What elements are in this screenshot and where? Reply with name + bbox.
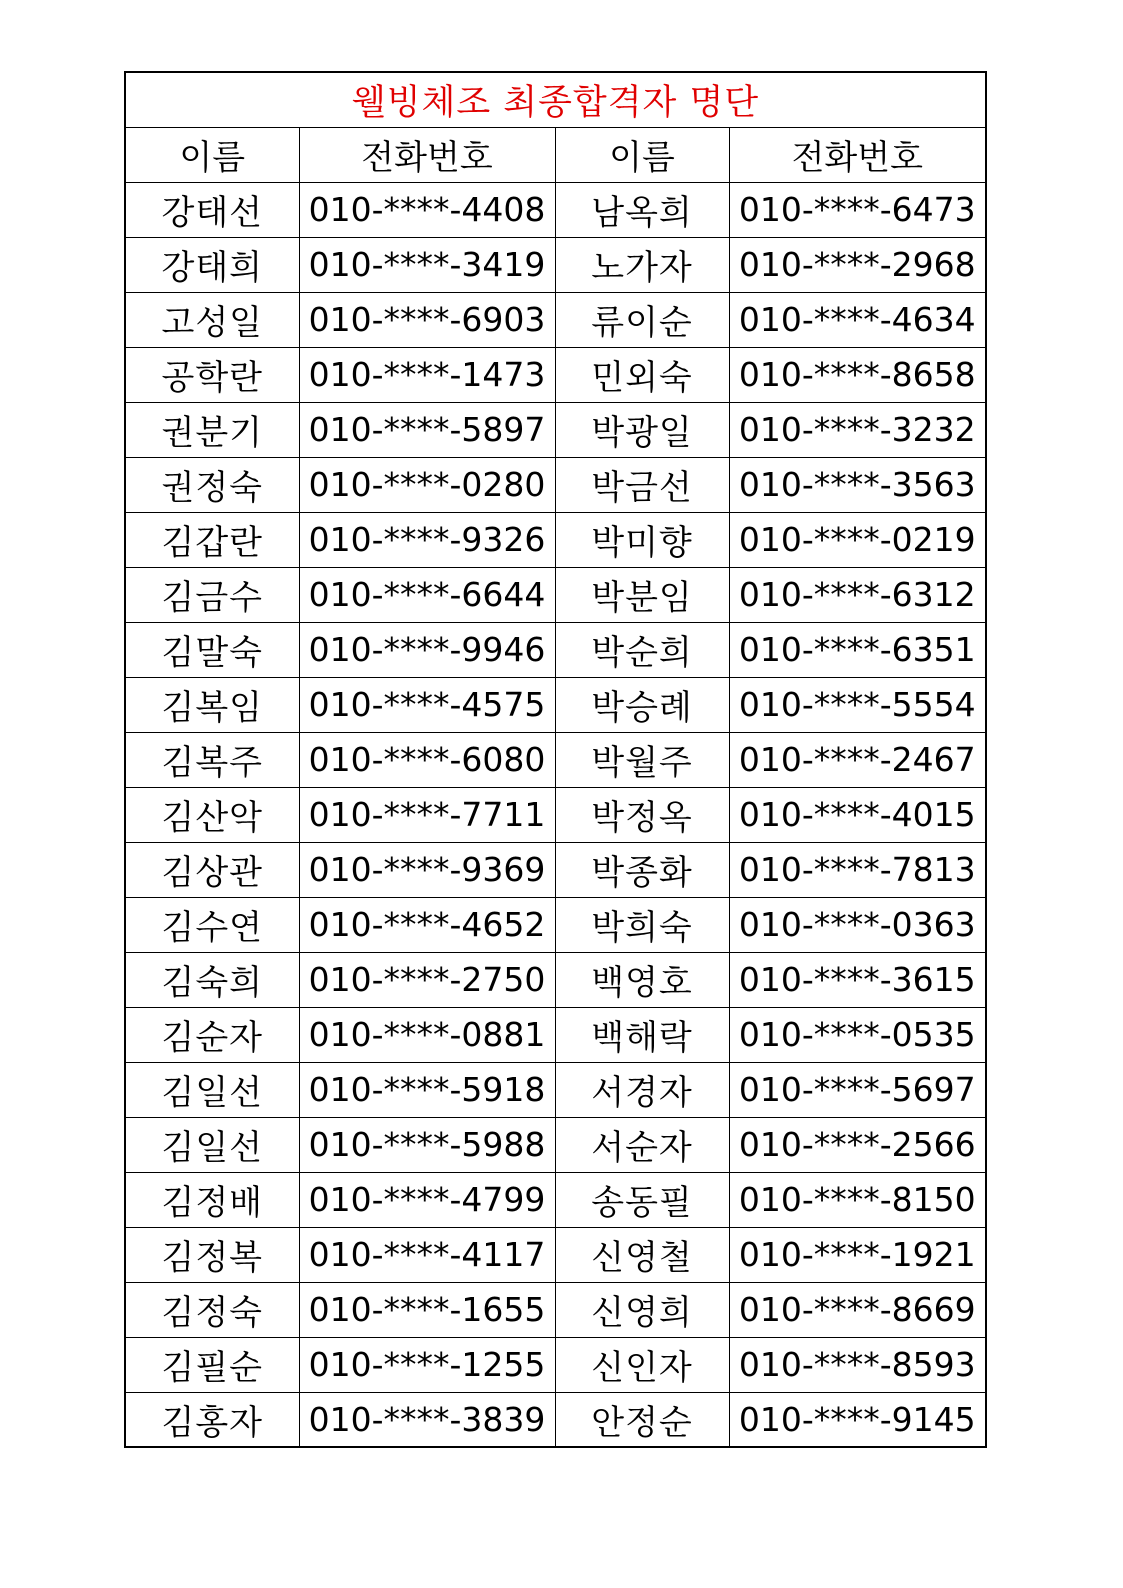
left-phone-cell: 010-****-6903	[299, 292, 555, 347]
right-phone-cell: 010-****-4015	[729, 787, 986, 842]
left-name-cell: 김필순	[125, 1337, 299, 1392]
left-name-cell: 김금수	[125, 567, 299, 622]
right-phone-cell: 010-****-6473	[729, 182, 986, 237]
right-name-cell: 신영희	[555, 1282, 729, 1337]
right-phone-cell: 010-****-2467	[729, 732, 986, 787]
table-row	[125, 1172, 986, 1227]
table-row	[125, 622, 986, 677]
table-row	[125, 677, 986, 732]
right-name-cell: 백해락	[555, 1007, 729, 1062]
table-row	[125, 512, 986, 567]
right-phone-cell: 010-****-2968	[729, 237, 986, 292]
left-phone-cell: 010-****-4117	[299, 1227, 555, 1282]
left-phone-cell: 010-****-5897	[299, 402, 555, 457]
table-row	[125, 182, 986, 237]
left-name-cell: 김산악	[125, 787, 299, 842]
left-phone-cell: 010-****-6080	[299, 732, 555, 787]
right-phone-cell: 010-****-7813	[729, 842, 986, 897]
left-phone-cell: 010-****-2750	[299, 952, 555, 1007]
left-phone-cell: 010-****-5988	[299, 1117, 555, 1172]
table-row	[125, 237, 986, 292]
left-phone-cell: 010-****-3419	[299, 237, 555, 292]
right-phone-cell: 010-****-6351	[729, 622, 986, 677]
right-phone-cell: 010-****-8150	[729, 1172, 986, 1227]
right-name-cell: 민외숙	[555, 347, 729, 402]
table-row	[125, 457, 986, 512]
roster-table	[124, 71, 987, 1448]
right-name-cell: 송동필	[555, 1172, 729, 1227]
left-name-cell: 김순자	[125, 1007, 299, 1062]
right-name-cell: 박종화	[555, 842, 729, 897]
title-row	[125, 72, 986, 127]
left-phone-cell: 010-****-4575	[299, 677, 555, 732]
left-name-cell: 권정숙	[125, 457, 299, 512]
left-phone-cell: 010-****-9946	[299, 622, 555, 677]
page-title: 웰빙체조 최종합격자 명단	[125, 72, 986, 127]
table-row	[125, 292, 986, 347]
left-name-cell: 권분기	[125, 402, 299, 457]
left-phone-cell: 010-****-7711	[299, 787, 555, 842]
left-phone-cell: 010-****-4799	[299, 1172, 555, 1227]
left-phone-cell: 010-****-0280	[299, 457, 555, 512]
column-header-name: 이름	[555, 127, 729, 182]
left-name-cell: 김복주	[125, 732, 299, 787]
right-phone-cell: 010-****-0363	[729, 897, 986, 952]
right-phone-cell: 010-****-5697	[729, 1062, 986, 1117]
left-name-cell: 김정배	[125, 1172, 299, 1227]
right-phone-cell: 010-****-8593	[729, 1337, 986, 1392]
right-phone-cell: 010-****-3563	[729, 457, 986, 512]
left-name-cell: 공학란	[125, 347, 299, 402]
table-row	[125, 842, 986, 897]
right-name-cell: 박희숙	[555, 897, 729, 952]
right-phone-cell: 010-****-9145	[729, 1392, 986, 1447]
left-name-cell: 김갑란	[125, 512, 299, 567]
table-body	[125, 182, 986, 1447]
table-row	[125, 1227, 986, 1282]
right-phone-cell: 010-****-2566	[729, 1117, 986, 1172]
left-name-cell: 강태선	[125, 182, 299, 237]
right-name-cell: 남옥희	[555, 182, 729, 237]
right-name-cell: 안정순	[555, 1392, 729, 1447]
table-row	[125, 1117, 986, 1172]
left-phone-cell: 010-****-0881	[299, 1007, 555, 1062]
left-phone-cell: 010-****-4408	[299, 182, 555, 237]
table-row	[125, 1062, 986, 1117]
right-phone-cell: 010-****-5554	[729, 677, 986, 732]
right-name-cell: 신인자	[555, 1337, 729, 1392]
left-name-cell: 고성일	[125, 292, 299, 347]
left-name-cell: 김숙희	[125, 952, 299, 1007]
left-name-cell: 김복임	[125, 677, 299, 732]
right-phone-cell: 010-****-0219	[729, 512, 986, 567]
right-phone-cell: 010-****-0535	[729, 1007, 986, 1062]
left-name-cell: 김홍자	[125, 1392, 299, 1447]
table-row	[125, 732, 986, 787]
left-phone-cell: 010-****-1255	[299, 1337, 555, 1392]
table-row	[125, 1337, 986, 1392]
left-phone-cell: 010-****-9326	[299, 512, 555, 567]
right-phone-cell: 010-****-3232	[729, 402, 986, 457]
left-name-cell: 김정숙	[125, 1282, 299, 1337]
right-name-cell: 박금선	[555, 457, 729, 512]
right-name-cell: 신영철	[555, 1227, 729, 1282]
right-phone-cell: 010-****-4634	[729, 292, 986, 347]
right-phone-cell: 010-****-8658	[729, 347, 986, 402]
column-header-phone: 전화번호	[299, 127, 555, 182]
left-phone-cell: 010-****-1655	[299, 1282, 555, 1337]
right-phone-cell: 010-****-3615	[729, 952, 986, 1007]
left-name-cell: 김수연	[125, 897, 299, 952]
right-name-cell: 박정옥	[555, 787, 729, 842]
right-name-cell: 서순자	[555, 1117, 729, 1172]
left-phone-cell: 010-****-1473	[299, 347, 555, 402]
left-phone-cell: 010-****-5918	[299, 1062, 555, 1117]
table-row	[125, 787, 986, 842]
column-header-name: 이름	[125, 127, 299, 182]
left-phone-cell: 010-****-6644	[299, 567, 555, 622]
left-name-cell: 김일선	[125, 1117, 299, 1172]
table-row	[125, 1392, 986, 1447]
right-name-cell: 류이순	[555, 292, 729, 347]
table-row	[125, 1007, 986, 1062]
right-phone-cell: 010-****-8669	[729, 1282, 986, 1337]
column-header-phone: 전화번호	[729, 127, 986, 182]
right-name-cell: 박미향	[555, 512, 729, 567]
right-phone-cell: 010-****-1921	[729, 1227, 986, 1282]
left-name-cell: 김정복	[125, 1227, 299, 1282]
table-row	[125, 402, 986, 457]
left-name-cell: 김일선	[125, 1062, 299, 1117]
left-name-cell: 김말숙	[125, 622, 299, 677]
left-name-cell: 김상관	[125, 842, 299, 897]
table-row	[125, 1282, 986, 1337]
left-phone-cell: 010-****-9369	[299, 842, 555, 897]
right-name-cell: 박승례	[555, 677, 729, 732]
table-row	[125, 567, 986, 622]
left-name-cell: 강태희	[125, 237, 299, 292]
left-phone-cell: 010-****-3839	[299, 1392, 555, 1447]
table-row	[125, 952, 986, 1007]
right-name-cell: 박월주	[555, 732, 729, 787]
right-name-cell: 박광일	[555, 402, 729, 457]
header-row	[125, 127, 986, 182]
right-name-cell: 백영호	[555, 952, 729, 1007]
right-name-cell: 노가자	[555, 237, 729, 292]
left-phone-cell: 010-****-4652	[299, 897, 555, 952]
right-name-cell: 박분임	[555, 567, 729, 622]
right-phone-cell: 010-****-6312	[729, 567, 986, 622]
right-name-cell: 서경자	[555, 1062, 729, 1117]
table-row	[125, 897, 986, 952]
table-row	[125, 347, 986, 402]
right-name-cell: 박순희	[555, 622, 729, 677]
